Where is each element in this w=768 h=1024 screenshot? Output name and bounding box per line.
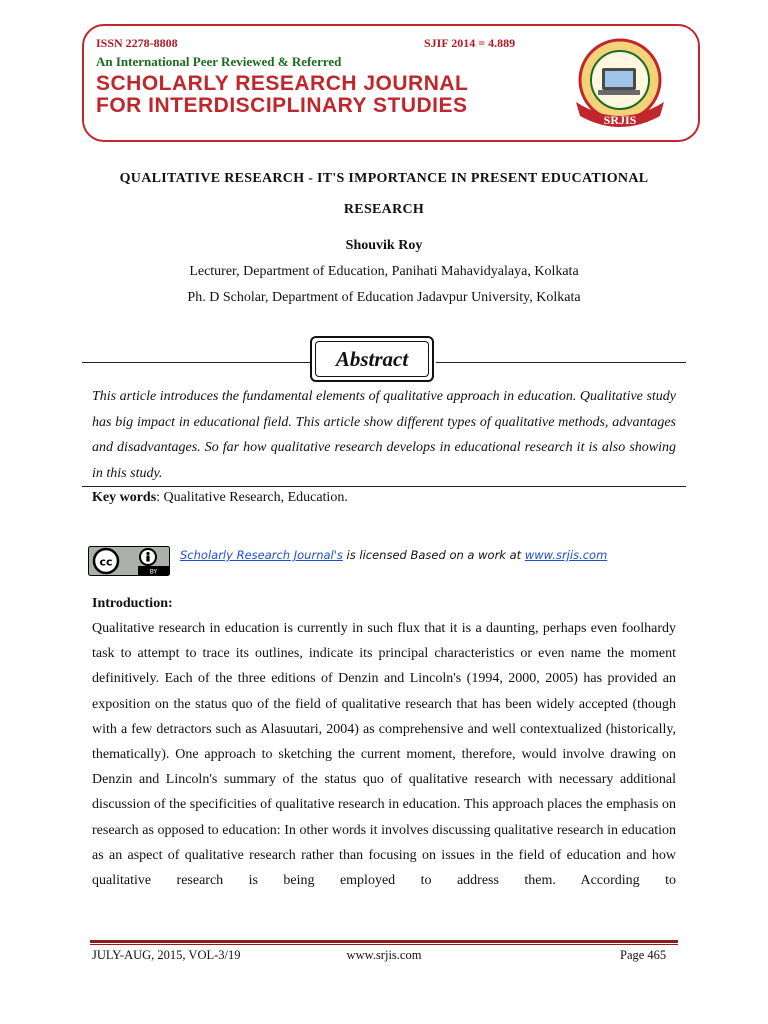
journal-license-link[interactable]: Scholarly Research Journal's — [180, 548, 343, 562]
footer-website: www.srjis.com — [346, 948, 422, 962]
srjis-site-link[interactable]: www.srjis.com — [524, 548, 608, 562]
affiliation-1: Lecturer, Department of Education, Panihati Mahavidyalaya, Kolkata — [189, 264, 579, 279]
author-name: Shouvik Roy — [345, 238, 423, 253]
paper-title: QUALITATIVE RESEARCH - IT'S IMPORTANCE IN PRESENT EDUCATIONAL RESEARCH — [119, 171, 649, 217]
introduction-text: Qualitative research in education is currently in such flux that it is a daunting, perhaps even foolhardy task to attempt to trace its outlines, indicate its principal characteristics or even name the moment definitively. Each of the three editions of Denzin and Lincoln's (1994, 2000, 2005) has provided an exposition on the status quo of the field of qualitative research that has been widely accepted (though with a few detractors such as Alasuutari, 2004) as comprehensive and well contextualized (historically, thematically). One approach to sketching the current moment, therefore, would involve drawing on Denzin and Lincoln's summary of the status quo of qualitative research with necessary additional discussion of the specificities of qualitative research in education. This approach places the emphasis on research as opposed to education: In other words it involves discussing qualitative research in education as an aspect of qualitative research rather than focusing on issues in the field of education and how qualitative research is being employed to address them. According to — [92, 621, 676, 889]
abstract-text: This article introduces the fundamental elements of qualitative approach in education. Qualitative study has big impact in educational field. This article show different types of qualitative methods, advantages and disadvantages. So far how qualitative research develops in educational research it is also showing in this study. — [92, 389, 676, 481]
logo-text: SRJIS — [603, 113, 637, 127]
sjif: SJIF 2014 = 4.889 — [424, 36, 516, 50]
footer-issue: JULY-AUG, 2015, VOL-3/19 — [92, 948, 241, 962]
abstract-heading: Abstract — [315, 341, 429, 377]
abstract-rule-left — [82, 362, 310, 363]
journal-title-line2: FOR INTERDISCIPLINARY STUDIES — [96, 94, 468, 117]
journal-title-line1: SCHOLARLY RESEARCH JOURNAL — [96, 72, 469, 95]
svg-text:BY: BY — [149, 568, 158, 576]
license-statement — [180, 548, 607, 562]
keywords-value: : Qualitative Research, Education. — [156, 490, 348, 505]
abstract-rule-right — [436, 362, 686, 363]
abstract-heading-box — [310, 336, 434, 382]
keywords-label: Key words — [92, 490, 157, 505]
affiliation-2: Ph. D Scholar, Department of Education Jadavpur University, Kolkata — [187, 290, 581, 305]
footer-rule-thick — [90, 940, 678, 943]
peer-reviewed-tagline: An International Peer Reviewed & Referred — [96, 54, 342, 69]
introduction-heading: Introduction: — [92, 596, 173, 611]
license-middle-text: is licensed Based on a work at — [342, 548, 525, 562]
footer-rule-thin — [90, 944, 678, 945]
srjis-logo-icon — [568, 32, 672, 136]
abstract-rule-bottom — [82, 486, 686, 487]
cc-by-license-icon[interactable] — [88, 546, 170, 576]
svg-text:cc: cc — [99, 555, 113, 569]
issn: ISSN 2278-8808 — [96, 36, 178, 50]
keywords — [92, 490, 348, 506]
footer-page-number: Page 465 — [620, 948, 667, 962]
journal-banner — [82, 24, 700, 142]
